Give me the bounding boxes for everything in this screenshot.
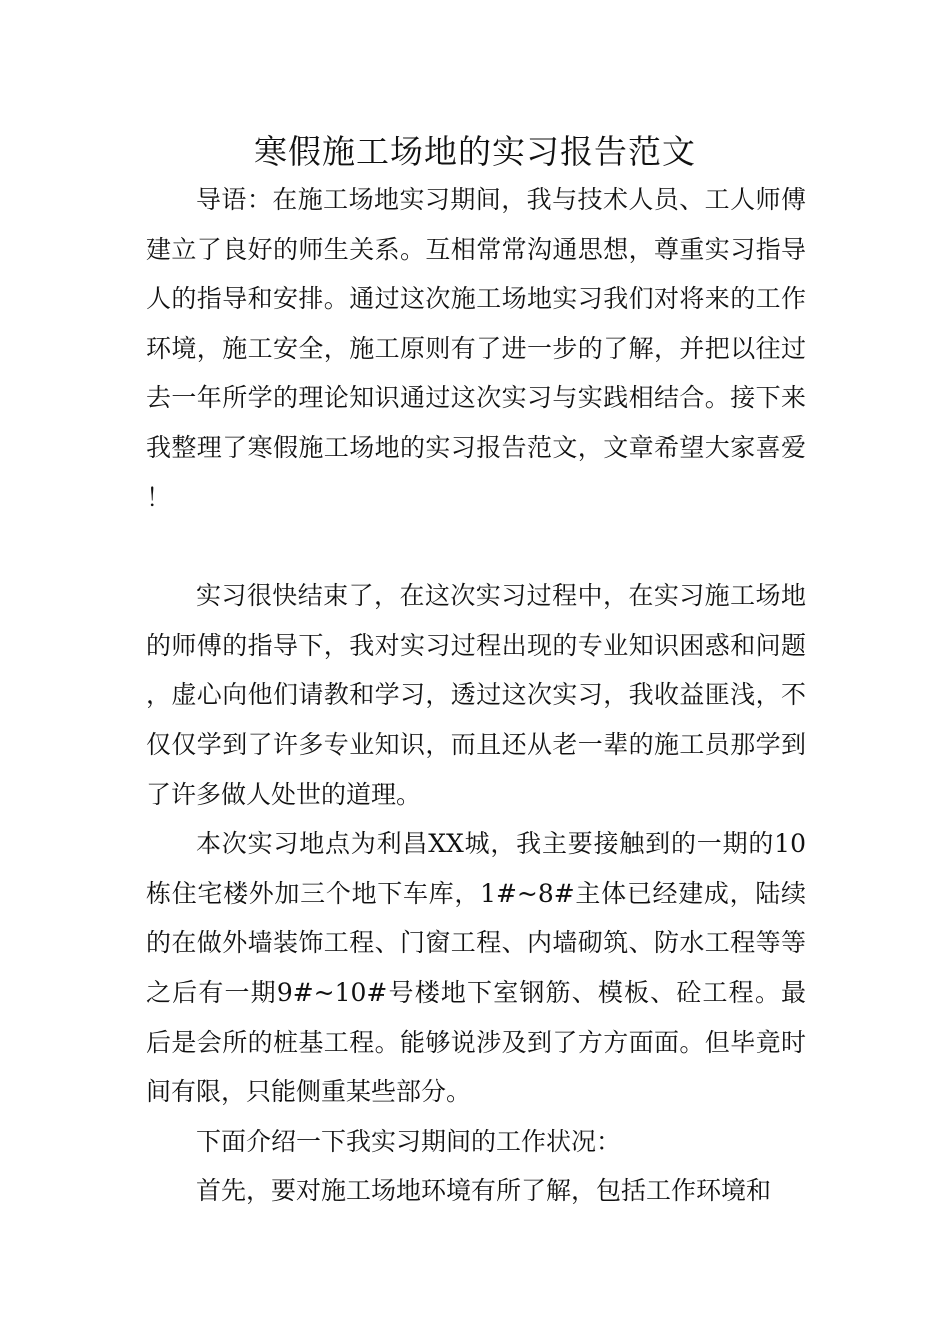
paragraph-4: 首先，要对施工场地环境有所了解，包括工作环境和 bbox=[196, 1176, 772, 1206]
paragraph-1: 实习很快结束了，在这次实习过程中，在实习施工场地的师傅的指导下，我对实习过程出现的专业知识困惑和问题，虚心向他们请教和学习，透过这次实习，我收益匪浅，不仅仅学到了许多专业知识，而且还从老一辈的施工员那学到了许多做人处世的道理。 bbox=[146, 581, 806, 809]
paragraph-2: 本次实习地点为利昌XX城，我主要接触到的一期的10栋住宅楼外加三个地下车库，1#~8#主体已经建成，陆续的在做外墙装饰工程、门窗工程、内墙砌筑、防水工程等等之后有一期9#~10#号楼地下室钢筋、模板、砼工程。最后是会所的桩基工程。能够说涉及到了方方面面。但毕竟时间有限，只能侧重某些部分。 bbox=[146, 829, 806, 1107]
document-body bbox=[146, 175, 806, 1216]
document-title: 寒假施工场地的实习报告范文 bbox=[254, 132, 696, 171]
paragraph-3: 下面介绍一下我实习期间的工作状况： bbox=[196, 1126, 622, 1156]
paragraph-intro: 导语：在施工场地实习期间，我与技术人员、工人师傅建立了良好的师生关系。互相常常沟通思想，尊重实习指导人的指导和安排。通过这次施工场地实习我们对将来的工作环境，施工安全，施工原则有了进一步的了解，并把以往过去一年所学的理论知识通过这次实习与实践相结合。接下来我整理了寒假施工场地的实习报告范文，文章希望大家喜爱！ bbox=[146, 185, 806, 512]
